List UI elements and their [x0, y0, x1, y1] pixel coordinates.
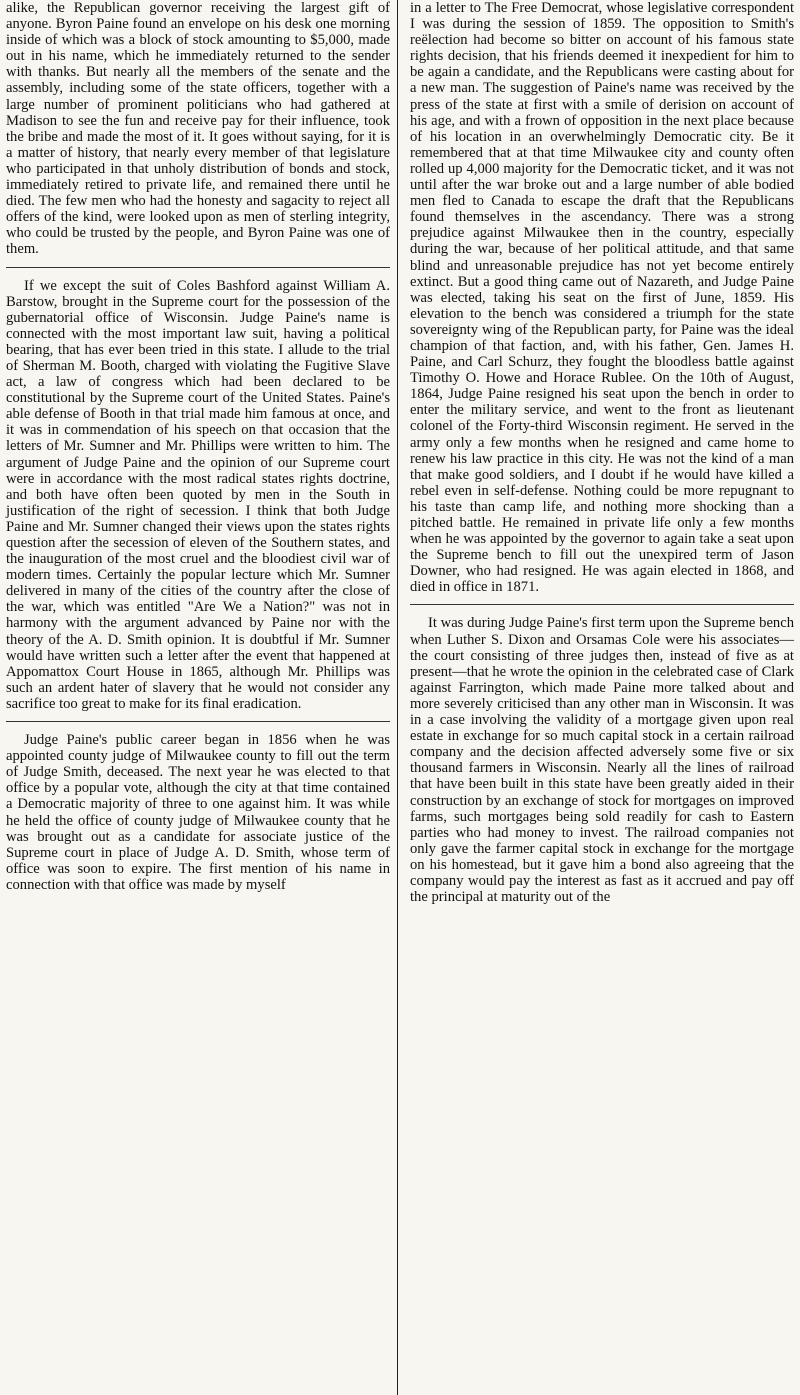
- section-separator: [6, 267, 390, 268]
- left-column: [6, 0, 390, 893]
- paragraph-election: in a letter to The Free Democrat, whose legislative correspondent I was during the session of 1859. The opposition to Smith's reëlection had become so bitter on account of his famous state rights decision, that his friends deemed it inexpedient for him to be again a candidate, and the Republicans were casting about for a new man. The suggestion of Paine's name was received by the press of the state at first with a smile of derision on account of his age, and with a frown of opposition in the next place because of his location in an overwhelmingly Democratic city. Be it remembered that at that time Milwaukee city and county often rolled up 4,000 majority for the Democratic ticket, and it was not until after the war broke out and a large number of able bodied men fled to Canada to escape the draft that the Republicans found themselves in the ascendancy. There was a strong prejudice against Milwaukee then in the country, especially during the war, because of her political attitude, and that same blind and unreasonable prejudice has not yet become entirely extinct. But a good thing came out of Nazareth, and Judge Paine was elected, taking his seat on the first of June, 1859. His elevation to the bench was considered a triumph for the state sovereignty wing of the Republican party, for Paine was the ideal champion of that faction, and, with his father, Gen. James H. Paine, and Carl Schurz, they fought the bloodless battle against Timothy O. Howe and Horace Rublee. On the 10th of August, 1864, Judge Paine resigned his seat upon the bench in order to enter the military service, and went to the front as lieutenant colonel of the Forty-third Wisconsin regiment. He served in the army only a few months when he resigned and came home to renew his law practice in this city. He was not the kind of a man that make good soldiers, and I doubt if he would have killed a rebel even in self-defense. Nothing could be more repugnant to his taste than camp life, and nothing more shocking than a pitched battle. He remained in private life only a few months when he was appointed by the governor to again take a seat upon the Supreme bench to fill out the unexpired term of Jason Downer, who had resigned. He was again elected in 1868, and died in office in 1871.: [410, 0, 794, 596]
- paragraph-clark-farrington: It was during Judge Paine's first term upon the Supreme bench when Luther S. Dixon and Orsamas Cole were his associates—the court consisting of three judges then, instead of five as at present—that he wrote the opinion in the celebrated case of Clark against Farrington, which made Paine more talked about and more severely criticised than any other man in Wisconsin. It was in a case involving the validity of a mortgage given upon real estate in exchange for so much capital stock in a certain railroad company and the decision affected adversely some five or six thousand farmers in Wisconsin. Nearly all the lines of railroad that have been built in this state have been greatly aided in their construction by an exchange of stock for mortgages on improved farms, such mortgages being sold readily for cash to Eastern parties who had money to invest. The railroad companies not only gave the farmer capital stock in exchange for the mortgage on his homestead, but it gave him a bond also agreeing that the company would pay the interest as fast as it accrued and pay off the principal at maturity out of the: [410, 615, 794, 906]
- paragraph-public-career: Judge Paine's public career began in 1856 when he was appointed county judge of Milwaukee county to fill out the term of Judge Smith, deceased. The next year he was elected to that office by a popular vote, although the city at that time contained a Democratic majority of three to one against him. It was while he held the office of county judge of Milwaukee county that he was brought out as a candidate for associate justice of the Supreme court in place of Judge A. D. Smith, whose term of office was soon to expire. The first mention of his name in connection with that office was made by myself: [6, 732, 390, 893]
- section-separator: [6, 721, 390, 722]
- right-column: [410, 0, 794, 905]
- section-separator: [410, 604, 794, 605]
- paragraph-bribe: alike, the Republican governor receiving the largest gift of anyone. Byron Paine found an envelope on his desk one morning inside of which was a block of stock amounting to $5,000, made out in his name, which he immediately returned to the sender with thanks. But nearly all the members of the senate and the assembly, including some of the state officers, together with a large number of prominent politicians who had gathered at Madison to see the fun and receive pay for their influence, took the bribe and made the most of it. It goes without saying, for it is a matter of history, that nearly every member of that legislature who participated in that unholy distribution of bonds and stock, immediately retired to private life, and remained there until he died. The few men who had the honesty and sagacity to reject all offers of the kind, were looked upon as men of sterling integrity, who could be trusted by the people, and Byron Paine was one of them.: [6, 0, 390, 258]
- paragraph-booth-trial: If we except the suit of Coles Bashford against William A. Barstow, brought in the Supreme court for the possession of the gubernatorial office of Wisconsin. Judge Paine's name is connected with the most important law suit, having a political bearing, that has ever been tried in this state. I allude to the trial of Sherman M. Booth, charged with violating the Fugitive Slave act, a law of congress which had been declared to be constitutional by the Supreme court of the United States. Paine's able defense of Booth in that trial made him famous at once, and it was in commendation of his speech on that occasion that the letters of Mr. Sumner and Mr. Phillips were written to him. The argument of Judge Paine and the opinion of our Supreme court were in accordance with the most radical states rights doctrine, and both have often been quoted by men in the South in justification of the right of secession. I think that both Judge Paine and Mr. Sumner changed their views upon the states rights question after the secession of eleven of the Southern states, and the inauguration of the most cruel and the bloodiest civil war of modern times. Certainly the popular lecture which Mr. Sumner delivered in many of the cities of the country after the close of the war, which was entitled "Are We a Nation?" was not in harmony with the argument advanced by Paine nor with the theory of the A. D. Smith opinion. It is doubtful if Mr. Sumner would have written such a letter after the event that happened at Appomattox Court House in 1865, although Mr. Phillips was such an ardent hater of slavery that he would not consider any sacrifice too great to make for its final eradication.: [6, 277, 390, 712]
- column-rule: [397, 0, 398, 1395]
